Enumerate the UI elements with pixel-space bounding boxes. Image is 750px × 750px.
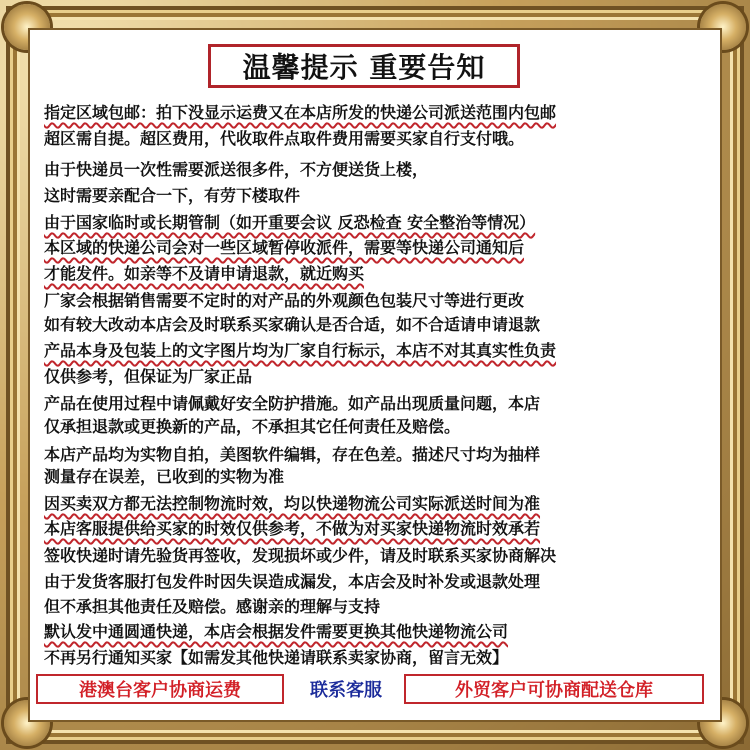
notice-line: 但不承担其他责任及赔偿。感谢亲的理解与支持 (44, 597, 381, 616)
notice-line: 产品本身及包装上的文字图片均为厂家自行标示，本店不对其真实性负责 (44, 341, 557, 360)
notice-panel (30, 30, 720, 720)
notice-line: 签收快递时请先验货再签收，发现损坏或少件，请及时联系买家协商解决 (44, 546, 557, 565)
foreign-trade-warehouse-note: 外贸客户可协商配送仓库 (404, 674, 704, 704)
notice-line: 仅供参考，但保证为厂家正品 (44, 367, 253, 386)
notice-line: 不再另行通知买家【如需发其他快递请联系卖家协商，留言无效】 (44, 648, 509, 667)
hk-macao-taiwan-shipping-note: 港澳台客户协商运费 (36, 674, 284, 704)
notice-line: 由于发货客服打包发件时因失误造成漏发，本店会及时补发或退款处理 (44, 572, 541, 591)
notice-line: 这时需要亲配合一下，有劳下楼取件 (44, 186, 301, 205)
notice-line: 本区域的快递公司会对一些区域暂停收派件，需要等快递公司通知后 (44, 238, 525, 257)
notice-line: 产品在使用过程中请佩戴好安全防护措施。如产品出现质量问题，本店 (44, 394, 541, 413)
notice-line: 才能发件。如亲等不及请申请退款，就近购买 (44, 264, 365, 283)
notice-line: 默认发中通圆通快递，本店会根据发件需要更换其他快递物流公司 (44, 622, 509, 641)
notice-line: 指定区域包邮：拍下没显示运费又在本店所发的快递公司派送范围内包邮 (44, 103, 557, 122)
notice-line: 因买卖双方都无法控制物流时效，均以快递物流公司实际派送时间为准 (44, 494, 541, 513)
notice-line: 本店客服提供给买家的时效仅供参考，不做为对买家快递物流时效承若 (44, 519, 541, 538)
notice-title: 温馨提示 重要告知 (208, 44, 520, 88)
notice-line: 如有较大改动本店会及时联系买家确认是否合适，如不合适请申请退款 (44, 315, 541, 334)
notice-line: 测量存在误差，已收到的实物为准 (44, 467, 285, 486)
notice-line: 超区需自提。超区费用，代收取件点取件费用需要买家自行支付哦。 (44, 129, 525, 148)
contact-service-button[interactable]: 联系客服 (310, 680, 382, 701)
notice-line: 本店产品均为实物自拍，美图软件编辑，存在色差。描述尺寸均为抽样 (44, 445, 541, 464)
notice-line: 由于快递员一次性需要派送很多件，不方便送货上楼， (44, 160, 429, 179)
notice-line: 仅承担退款或更换新的产品，不承担其它任何责任及赔偿。 (44, 417, 461, 436)
notice-line: 由于国家临时或长期管制（如开重要会议 反恐检查 安全整治等情况） (44, 213, 536, 232)
notice-line: 厂家会根据销售需要不定时的对产品的外观颜色包装尺寸等进行更改 (44, 291, 525, 310)
